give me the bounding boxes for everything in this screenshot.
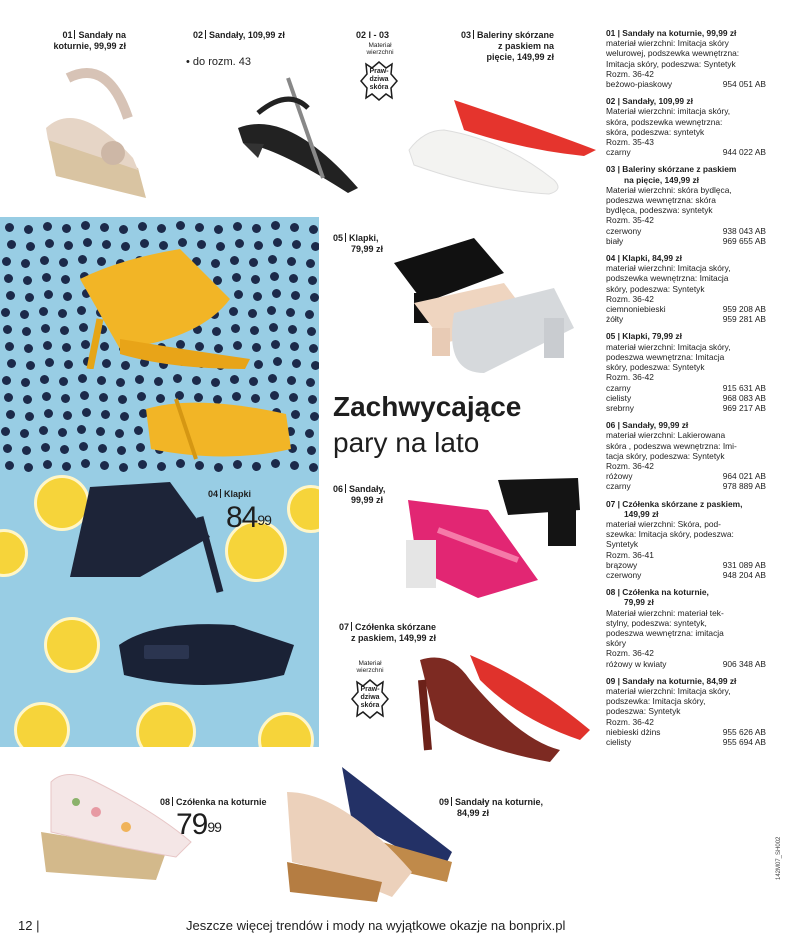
blueberry bbox=[77, 425, 86, 434]
blueberry bbox=[268, 374, 277, 383]
product-heading-cont: na pięcie, 149,99 zł bbox=[624, 174, 699, 185]
product-detail-line: tacja skóry, podeszwa: Syntetyk bbox=[606, 450, 725, 461]
caption-02 bbox=[193, 30, 285, 41]
caption-price: koturnie, 99,99 zł bbox=[53, 41, 126, 51]
product-variant-row bbox=[606, 570, 766, 580]
blueberry bbox=[41, 324, 50, 333]
blueberry bbox=[308, 395, 317, 404]
variant-color: czerwony bbox=[606, 569, 642, 580]
blueberry bbox=[81, 221, 90, 230]
caption-text: Sandały, 109,99 zł bbox=[209, 30, 285, 40]
product-detail-line: Rozm. 36-42 bbox=[606, 293, 654, 304]
caption-02-03: 02 I - 03 bbox=[356, 30, 390, 40]
sandal-pink-black-image bbox=[398, 470, 588, 602]
mule-black-nude-silver-image bbox=[384, 233, 584, 378]
genuine-leather-text: Praw- dziwa skóra bbox=[360, 686, 380, 709]
blueberry bbox=[20, 310, 29, 319]
variant-color: niebieski dżins bbox=[606, 726, 661, 737]
blueberry bbox=[271, 221, 280, 230]
product-detail-line: bydlęca, podeszwa: syntetyk bbox=[606, 205, 713, 216]
blueberry bbox=[23, 276, 32, 285]
product-variant-row bbox=[606, 79, 766, 89]
product-detail-line: welurowej, podszewka wewnętrzna: bbox=[606, 48, 740, 59]
headline-line2: pary na lato bbox=[333, 427, 480, 458]
lemon-slice bbox=[258, 712, 314, 747]
product-detail-line: Imitacja skóry, podeszwa: Syntetyk bbox=[606, 58, 736, 69]
blueberry bbox=[100, 461, 109, 470]
variant-color: czarny bbox=[606, 481, 631, 492]
blueberry bbox=[214, 225, 223, 234]
blueberry bbox=[252, 224, 261, 233]
caption-number: 09 bbox=[439, 797, 450, 807]
blueberry bbox=[310, 412, 319, 421]
product-detail-line: Rozm. 36-42 bbox=[606, 648, 654, 659]
blueberry bbox=[3, 444, 12, 453]
caption-number: 04 bbox=[208, 489, 219, 499]
variant-code: 938 043 AB bbox=[722, 225, 766, 236]
product-detail-line: Rozm. 36-42 bbox=[606, 716, 654, 727]
variant-code: 959 281 AB bbox=[722, 314, 766, 325]
blueberry bbox=[26, 242, 35, 251]
caption-01 bbox=[28, 30, 126, 52]
blueberry bbox=[272, 289, 281, 298]
blueberry bbox=[21, 378, 30, 387]
product-description bbox=[606, 587, 766, 669]
lifestyle-photo bbox=[0, 217, 319, 747]
blueberry bbox=[3, 325, 12, 334]
product-heading-cont: 149,99 zł bbox=[624, 508, 659, 519]
page-number: 12 | bbox=[18, 918, 40, 933]
variant-color: brązowy bbox=[606, 559, 638, 570]
blueberry bbox=[270, 272, 279, 281]
product-variant-row bbox=[606, 393, 766, 403]
product-variant-row bbox=[606, 727, 766, 737]
lemon-slice bbox=[0, 529, 28, 577]
product-heading: 03 | Baleriny skórzane z paskiem bbox=[606, 164, 737, 175]
blueberry bbox=[20, 429, 29, 438]
blueberry bbox=[41, 443, 50, 452]
product-heading: 01 | Sandały na koturnie, 99,99 zł bbox=[606, 28, 737, 38]
blueberry bbox=[61, 394, 70, 403]
product-description bbox=[606, 96, 766, 157]
variant-code: 969 655 AB bbox=[722, 235, 766, 246]
caption-text: Baleriny skórzane bbox=[476, 30, 554, 40]
variant-code: 944 022 AB bbox=[722, 147, 766, 158]
product-detail-line: Materiał wierzchni: materiał tek- bbox=[606, 607, 724, 618]
variant-code: 978 889 AB bbox=[722, 481, 766, 492]
mule-navy-image bbox=[50, 477, 230, 597]
mule-yellow-image bbox=[60, 239, 260, 369]
product-heading: 08 | Czółenka na koturnie, bbox=[606, 587, 709, 598]
blueberry bbox=[119, 225, 128, 234]
blueberry bbox=[43, 222, 52, 231]
variant-code: 968 083 AB bbox=[722, 392, 766, 403]
product-detail-line: Materiał wierzchni: imitacja skóry, bbox=[606, 106, 731, 117]
blueberry bbox=[309, 344, 318, 353]
caption-text: Sandały na koturnie, bbox=[455, 797, 544, 807]
variant-color: beżowo-piaskowy bbox=[606, 79, 673, 90]
blueberry bbox=[25, 293, 34, 302]
blueberry bbox=[63, 411, 72, 420]
blueberry bbox=[39, 307, 48, 316]
blueberry bbox=[288, 325, 297, 334]
product-heading: 02 | Sandały, 109,99 zł bbox=[606, 96, 693, 107]
blueberry bbox=[311, 361, 319, 370]
blueberry bbox=[24, 463, 33, 472]
blueberry bbox=[286, 308, 295, 317]
caption-price: 79,99 zł bbox=[351, 244, 384, 254]
product-variant-row bbox=[606, 147, 766, 157]
variant-color: srebrny bbox=[606, 402, 634, 413]
product-detail-line: materiał wierzchni: Skóra, pod- bbox=[606, 518, 721, 529]
blueberry bbox=[24, 344, 33, 353]
blueberry bbox=[60, 445, 69, 454]
product-variant-row bbox=[606, 481, 766, 491]
variant-color: różowy w kwiaty bbox=[606, 658, 667, 669]
blueberry bbox=[273, 357, 282, 366]
product-description bbox=[606, 420, 766, 491]
blueberry bbox=[101, 410, 110, 419]
product-variant-row bbox=[606, 304, 766, 314]
product-detail-line: podszewka: Imitacja skóry, bbox=[606, 696, 706, 707]
blueberry bbox=[4, 274, 13, 283]
product-detail-line: szewka: Imitacja skóry, podeszwa: bbox=[606, 529, 734, 540]
genuine-leather-text: Praw- dziwa skóra bbox=[369, 68, 389, 91]
blueberry bbox=[24, 225, 33, 234]
blueberry bbox=[82, 408, 91, 417]
variant-color: biały bbox=[606, 235, 624, 246]
caption-price: 84,99 zł bbox=[457, 808, 490, 818]
blueberry bbox=[96, 427, 105, 436]
variant-code: 964 021 AB bbox=[722, 471, 766, 482]
blueberry bbox=[4, 393, 13, 402]
blueberry bbox=[23, 395, 32, 404]
lemon-slice bbox=[14, 702, 70, 747]
blueberry bbox=[58, 428, 67, 437]
blueberry bbox=[7, 240, 16, 249]
product-detail-line: Rozm. 35-43 bbox=[606, 137, 654, 148]
variant-code: 955 694 AB bbox=[722, 737, 766, 747]
blueberry bbox=[81, 459, 90, 468]
caption-text: z paskiem na bbox=[497, 41, 554, 51]
product-detail-line: Rozm. 36-42 bbox=[606, 460, 654, 471]
blueberry bbox=[310, 293, 319, 302]
variant-color: różowy bbox=[606, 471, 633, 482]
caption-06 bbox=[333, 484, 393, 506]
blueberry bbox=[78, 374, 87, 383]
product-detail-line: podeszwa wewnętrzna: imitacja bbox=[606, 627, 724, 638]
product-description-list bbox=[606, 28, 766, 754]
blueberry bbox=[97, 376, 106, 385]
product-detail-line: Rozm. 35-42 bbox=[606, 215, 654, 226]
blueberry bbox=[5, 223, 14, 232]
blueberry bbox=[59, 377, 68, 386]
product-variant-row bbox=[606, 226, 766, 236]
product-description bbox=[606, 331, 766, 413]
product-detail-line: podeszwa wewnętrzna: skóra bbox=[606, 195, 716, 206]
blueberry bbox=[154, 377, 163, 386]
variant-code: 931 089 AB bbox=[722, 559, 766, 570]
variant-color: czarny bbox=[606, 147, 631, 158]
blueberry bbox=[43, 341, 52, 350]
blueberry bbox=[290, 342, 299, 351]
blueberry bbox=[307, 446, 316, 455]
product-detail-line: skóra, podeszwa: syntetyk bbox=[606, 126, 705, 137]
variant-color: ciemnoniebieski bbox=[606, 304, 666, 315]
blueberry bbox=[157, 224, 166, 233]
product-detail-line: materiał wierzchni: Imitacja skóry, bbox=[606, 263, 731, 274]
blueberry bbox=[120, 412, 129, 421]
blueberry bbox=[6, 291, 15, 300]
headline-line1: Zachwycające bbox=[333, 391, 522, 422]
blueberry bbox=[173, 374, 182, 383]
blueberry bbox=[211, 378, 220, 387]
blueberry bbox=[62, 462, 71, 471]
blueberry bbox=[192, 376, 201, 385]
product-variant-row bbox=[606, 314, 766, 324]
blueberry bbox=[40, 375, 49, 384]
blueberry bbox=[115, 429, 124, 438]
blueberry bbox=[100, 223, 109, 232]
blueberry bbox=[44, 409, 53, 418]
price-04: $84^{99}$ bbox=[226, 501, 271, 534]
blueberry bbox=[44, 290, 53, 299]
product-detail-line: materiał wierzchni: Imitacja skóry bbox=[606, 38, 729, 49]
caption-text: Czółenka skórzane bbox=[354, 622, 436, 632]
product-variant-row bbox=[606, 659, 766, 669]
product-detail-line: Rozm. 36-42 bbox=[606, 68, 654, 79]
blueberry bbox=[268, 255, 277, 264]
caption-09 bbox=[439, 797, 549, 819]
price-08: $79^{99}$ bbox=[176, 808, 221, 841]
size-note: • do rozm. 43 bbox=[186, 56, 251, 68]
product-description bbox=[606, 499, 766, 581]
product-detail-line: skóra, podszewka wewnętrzna: bbox=[606, 116, 723, 127]
blueberry bbox=[79, 442, 88, 451]
variant-code: 915 631 AB bbox=[722, 382, 766, 393]
caption-03 bbox=[450, 30, 554, 63]
blueberry bbox=[45, 358, 54, 367]
product-detail-line: materiał wierzchni: Imitacja skóry, bbox=[606, 341, 731, 352]
product-description bbox=[606, 676, 766, 747]
product-description bbox=[606, 164, 766, 246]
product-variant-row bbox=[606, 471, 766, 481]
blueberry bbox=[292, 359, 301, 368]
product-heading-cont: 79,99 zł bbox=[624, 597, 654, 608]
blueberry bbox=[273, 238, 282, 247]
material-label-07: Materiał wierzchni bbox=[356, 660, 384, 674]
blueberry bbox=[287, 257, 296, 266]
blueberry bbox=[138, 222, 147, 231]
caption-price: 99,99 zł bbox=[351, 495, 384, 505]
lemon-slice bbox=[44, 617, 100, 673]
product-detail-line: podeszwa wewnętrzna: Imitacja bbox=[606, 351, 725, 362]
blueberry bbox=[307, 327, 316, 336]
blueberry bbox=[1, 427, 10, 436]
blueberry bbox=[195, 223, 204, 232]
caption-04 bbox=[208, 489, 251, 500]
product-variant-row bbox=[606, 383, 766, 393]
blueberry bbox=[26, 361, 35, 370]
variant-code: 959 208 AB bbox=[722, 304, 766, 315]
blueberry bbox=[43, 460, 52, 469]
blueberry bbox=[305, 310, 314, 319]
caption-number: 03 bbox=[460, 30, 471, 40]
product-detail-line: Rozm. 36-42 bbox=[606, 372, 654, 383]
blueberry bbox=[62, 224, 71, 233]
blueberry bbox=[98, 444, 107, 453]
blueberry bbox=[22, 327, 31, 336]
caption-number: 08 bbox=[160, 797, 171, 807]
blueberry bbox=[309, 463, 318, 472]
blueberry bbox=[306, 378, 315, 387]
product-detail-line: podeszwa: Syntetyk bbox=[606, 706, 681, 717]
product-heading: 05 | Klapki, 79,99 zł bbox=[606, 331, 682, 342]
wedge-sandal-nude-navy-image bbox=[282, 752, 464, 902]
blueberry bbox=[308, 276, 317, 285]
sandal-black-tstrap-image bbox=[228, 68, 368, 198]
variant-color: czarny bbox=[606, 382, 631, 393]
variant-code: 969 217 AB bbox=[722, 402, 766, 413]
blueberry bbox=[135, 375, 144, 384]
blueberry bbox=[80, 391, 89, 400]
blueberry bbox=[305, 429, 314, 438]
blueberry bbox=[6, 410, 15, 419]
variant-color: czerwony bbox=[606, 225, 642, 236]
caption-price: pięcie, 149,99 zł bbox=[486, 52, 554, 62]
blueberry bbox=[306, 259, 315, 268]
blueberry bbox=[22, 446, 31, 455]
product-heading: 09 | Sandały na koturnie, 84,99 zł bbox=[606, 675, 737, 686]
blueberry bbox=[21, 259, 30, 268]
blueberry bbox=[271, 340, 280, 349]
caption-08 bbox=[160, 797, 267, 808]
blueberry bbox=[119, 463, 128, 472]
product-detail-line: materiał wierzchni: Imitacja skóry, bbox=[606, 685, 731, 696]
product-description bbox=[606, 28, 766, 89]
variant-color: żółty bbox=[606, 314, 624, 325]
blueberry bbox=[7, 359, 16, 368]
product-detail-line: skóry bbox=[606, 638, 627, 649]
caption-text: Sandały, bbox=[349, 484, 386, 494]
blueberry bbox=[40, 256, 49, 265]
variant-code: 948 204 AB bbox=[722, 569, 766, 580]
caption-price: z paskiem, 149,99 zł bbox=[350, 633, 436, 643]
sandal-wedge-beige-image bbox=[38, 58, 158, 208]
blueberry bbox=[311, 242, 319, 251]
product-variant-row bbox=[606, 737, 766, 747]
variant-color: cielisty bbox=[606, 737, 632, 747]
caption-number: 06 bbox=[333, 484, 344, 494]
variant-code: 954 051 AB bbox=[722, 79, 766, 90]
blueberry bbox=[292, 240, 301, 249]
variant-code: 955 626 AB bbox=[722, 726, 766, 737]
blueberry bbox=[267, 306, 276, 315]
product-heading: 07 | Czółenka skórzane z paskiem, bbox=[606, 498, 743, 509]
blueberry bbox=[269, 323, 278, 332]
caption-text: Sandały na bbox=[78, 30, 126, 40]
blueberry bbox=[309, 225, 318, 234]
pump-brown-red-image bbox=[410, 640, 594, 764]
product-variant-row bbox=[606, 236, 766, 246]
blueberry bbox=[118, 395, 127, 404]
product-variant-row bbox=[606, 560, 766, 570]
lemon-slice bbox=[287, 485, 319, 533]
blueberry bbox=[249, 377, 258, 386]
product-detail-line: Syntetyk bbox=[606, 539, 639, 550]
product-variant-row bbox=[606, 403, 766, 413]
caption-number: 07 bbox=[338, 622, 349, 632]
caption-text: Klapki, bbox=[349, 233, 379, 243]
blueberry bbox=[99, 393, 108, 402]
blueberry bbox=[42, 273, 51, 282]
blueberry bbox=[290, 223, 299, 232]
blueberry bbox=[116, 378, 125, 387]
product-description bbox=[606, 253, 766, 324]
product-detail-line: Rozm. 36-41 bbox=[606, 549, 654, 560]
blueberry bbox=[2, 257, 11, 266]
blueberry bbox=[1, 308, 10, 317]
blueberry bbox=[25, 412, 34, 421]
product-detail-line: skóra , podeszwa wewnętrzna: Imi- bbox=[606, 440, 737, 451]
mule-navy-second-image bbox=[114, 615, 304, 697]
blueberry bbox=[289, 274, 298, 283]
lemon-slice bbox=[136, 702, 196, 747]
product-detail-line: skóry, podeszwa: Syntetyk bbox=[606, 362, 705, 373]
blueberry bbox=[291, 291, 300, 300]
caption-number: 01 bbox=[62, 30, 73, 40]
material-label-top: Materiał wierzchni bbox=[366, 42, 394, 56]
caption-number: 05 bbox=[333, 233, 344, 243]
ballerina-red-white-image bbox=[404, 90, 600, 200]
product-detail-line: Materiał wierzchni: skóra bydlęca, bbox=[606, 184, 732, 195]
blueberry bbox=[176, 221, 185, 230]
footer-text: Jeszcze więcej trendów i mody na wyjątkowe okazje na bonprix.pl bbox=[186, 918, 566, 933]
wedge-floral-image bbox=[36, 762, 196, 882]
blueberry bbox=[287, 376, 296, 385]
blueberry bbox=[117, 446, 126, 455]
caption-text: Czółenka na koturnie bbox=[176, 797, 267, 807]
catalog-code: 142M07_SH002 bbox=[776, 836, 782, 880]
product-detail-line: materiał wierzchni: Lakierowana bbox=[606, 430, 726, 441]
blueberry bbox=[230, 375, 239, 384]
blueberry bbox=[5, 461, 14, 470]
blueberry bbox=[233, 222, 242, 231]
variant-color: cielisty bbox=[606, 392, 632, 403]
variant-code: 906 348 AB bbox=[722, 658, 766, 669]
product-heading: 06 | Sandały, 99,99 zł bbox=[606, 420, 689, 431]
caption-text: Klapki bbox=[224, 489, 252, 499]
blueberry bbox=[45, 239, 54, 248]
blueberry bbox=[5, 342, 14, 351]
product-detail-line: stylny, podeszwa: syntetyk, bbox=[606, 617, 707, 628]
product-detail-line: skóry, podeszwa: Syntetyk bbox=[606, 283, 705, 294]
blueberry bbox=[42, 392, 51, 401]
blueberry bbox=[39, 426, 48, 435]
product-heading: 04 | Klapki, 84,99 zł bbox=[606, 253, 682, 264]
product-detail-line: podszewka wewnętrzna: Imitacja bbox=[606, 273, 729, 284]
mule-yellow-second-image bbox=[136, 389, 296, 469]
caption-number: 02 bbox=[193, 30, 204, 40]
blueberry bbox=[2, 376, 11, 385]
